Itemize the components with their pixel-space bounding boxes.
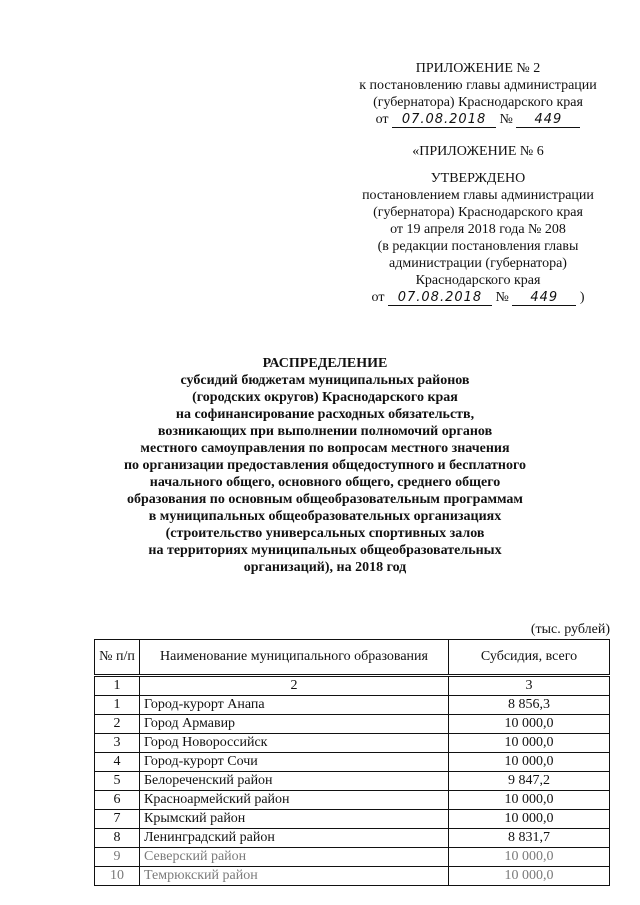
table-row bbox=[95, 810, 610, 829]
appendix-header bbox=[330, 60, 626, 128]
title-line: местного самоуправления по вопросам местного значения bbox=[140, 441, 510, 456]
approved-line-1: постановлением главы администрации bbox=[362, 188, 594, 203]
handwritten-date: 07.08.2018 bbox=[392, 112, 496, 128]
municipality-name: Город Армавир bbox=[140, 715, 449, 734]
number-label: № bbox=[499, 112, 513, 127]
row-number: 5 bbox=[95, 772, 140, 791]
appendix-line-1: к постановлению главы администрации bbox=[359, 78, 597, 93]
subsidy-table bbox=[94, 639, 610, 886]
title-line: организаций), на 2018 год bbox=[243, 560, 407, 575]
municipality-name: Северский район bbox=[140, 848, 449, 867]
appendix-title: ПРИЛОЖЕНИЕ № 2 bbox=[415, 61, 541, 76]
table-row bbox=[95, 734, 610, 753]
number-label: № bbox=[495, 290, 509, 305]
appendix-line-2: (губернатора) Краснодарского края bbox=[373, 95, 583, 110]
subsidy-amount: 10 000,0 bbox=[449, 715, 610, 734]
table-row bbox=[95, 829, 610, 848]
row-number: 3 bbox=[95, 734, 140, 753]
from-label: от bbox=[375, 112, 389, 127]
handwritten-number: 449 bbox=[512, 290, 576, 306]
title-line: возникающих при выполнении полномочий органов bbox=[157, 424, 493, 439]
subsidy-amount: 10 000,0 bbox=[449, 791, 610, 810]
row-number: 8 bbox=[95, 829, 140, 848]
title-line: на софинансирование расходных обязательств, bbox=[175, 407, 475, 422]
row-number: 1 bbox=[95, 696, 140, 715]
municipality-name: Красноармейский район bbox=[140, 791, 449, 810]
title-line: на территориях муниципальных общеобразовательных bbox=[148, 543, 502, 558]
title-line: в муниципальных общеобразовательных организациях bbox=[148, 509, 502, 524]
subsidy-amount: 10 000,0 bbox=[449, 753, 610, 772]
row-number: 9 bbox=[95, 848, 140, 867]
municipality-name: Темрюкский район bbox=[140, 867, 449, 886]
appendix-6-title: «ПРИЛОЖЕНИЕ № 6 bbox=[412, 144, 544, 159]
municipality-name: Ленинградский район bbox=[140, 829, 449, 848]
header-subsidy: Субсидия, всего bbox=[449, 640, 610, 676]
row-number: 2 bbox=[95, 715, 140, 734]
approved-date-line bbox=[330, 289, 626, 306]
table-row bbox=[95, 753, 610, 772]
approved-line-5: администрации (губернатора) bbox=[389, 256, 567, 271]
row-number: 10 bbox=[95, 867, 140, 886]
municipality-name: Крымский район bbox=[140, 810, 449, 829]
approved-line-2: (губернатора) Краснодарского края bbox=[373, 205, 583, 220]
column-index: 3 bbox=[449, 676, 610, 696]
column-index: 1 bbox=[95, 676, 140, 696]
title-line: субсидий бюджетам муниципальных районов bbox=[180, 373, 470, 388]
column-index: 2 bbox=[140, 676, 449, 696]
row-number: 7 bbox=[95, 810, 140, 829]
handwritten-date: 07.08.2018 bbox=[388, 290, 492, 306]
approved-line-6: Краснодарского края bbox=[415, 273, 541, 288]
approved-label: УТВЕРЖДЕНО bbox=[430, 171, 526, 186]
row-number: 4 bbox=[95, 753, 140, 772]
subsidy-amount: 10 000,0 bbox=[449, 848, 610, 867]
header-number: № п/п bbox=[95, 640, 140, 676]
title-line: (строительство универсальных спортивных залов bbox=[165, 526, 485, 541]
handwritten-number: 449 bbox=[516, 112, 580, 128]
units-label: (тыс. рублей) bbox=[530, 622, 610, 637]
title-line: начального общего, основного общего, среднего общего bbox=[149, 475, 501, 490]
closing-paren: ) bbox=[579, 290, 585, 305]
table-header-row bbox=[95, 640, 610, 676]
subsidy-amount: 9 847,2 bbox=[449, 772, 610, 791]
municipality-name: Белореченский район bbox=[140, 772, 449, 791]
column-index-row bbox=[95, 676, 610, 696]
municipality-name: Город Новороссийск bbox=[140, 734, 449, 753]
title-line: образования по основным общеобразовательным программам bbox=[127, 492, 523, 507]
subsidy-amount: 8 831,7 bbox=[449, 829, 610, 848]
appendix-date-line bbox=[330, 111, 626, 128]
municipality-name: Город-курорт Анапа bbox=[140, 696, 449, 715]
subsidy-amount: 10 000,0 bbox=[449, 810, 610, 829]
approved-line-3: от 19 апреля 2018 года № 208 bbox=[390, 222, 566, 237]
table-row bbox=[95, 715, 610, 734]
approved-header bbox=[330, 143, 626, 306]
table-row bbox=[95, 848, 610, 867]
subsidy-amount: 10 000,0 bbox=[449, 867, 610, 886]
municipality-name: Город-курорт Сочи bbox=[140, 753, 449, 772]
table-row bbox=[95, 696, 610, 715]
subsidy-amount: 8 856,3 bbox=[449, 696, 610, 715]
table-row bbox=[95, 791, 610, 810]
title-line: по организации предоставления общедоступного и бесплатного bbox=[123, 458, 526, 473]
header-municipality: Наименование муниципального образования bbox=[140, 640, 449, 676]
title-line: (городских округов) Краснодарского края bbox=[192, 390, 458, 405]
approved-line-4: (в редакции постановления главы bbox=[377, 239, 579, 254]
title-heading: РАСПРЕДЕЛЕНИЕ bbox=[262, 356, 388, 371]
table-row bbox=[95, 867, 610, 886]
from-label: от bbox=[371, 290, 385, 305]
subsidy-amount: 10 000,0 bbox=[449, 734, 610, 753]
row-number: 6 bbox=[95, 791, 140, 810]
table-row bbox=[95, 772, 610, 791]
document-title bbox=[90, 355, 560, 576]
